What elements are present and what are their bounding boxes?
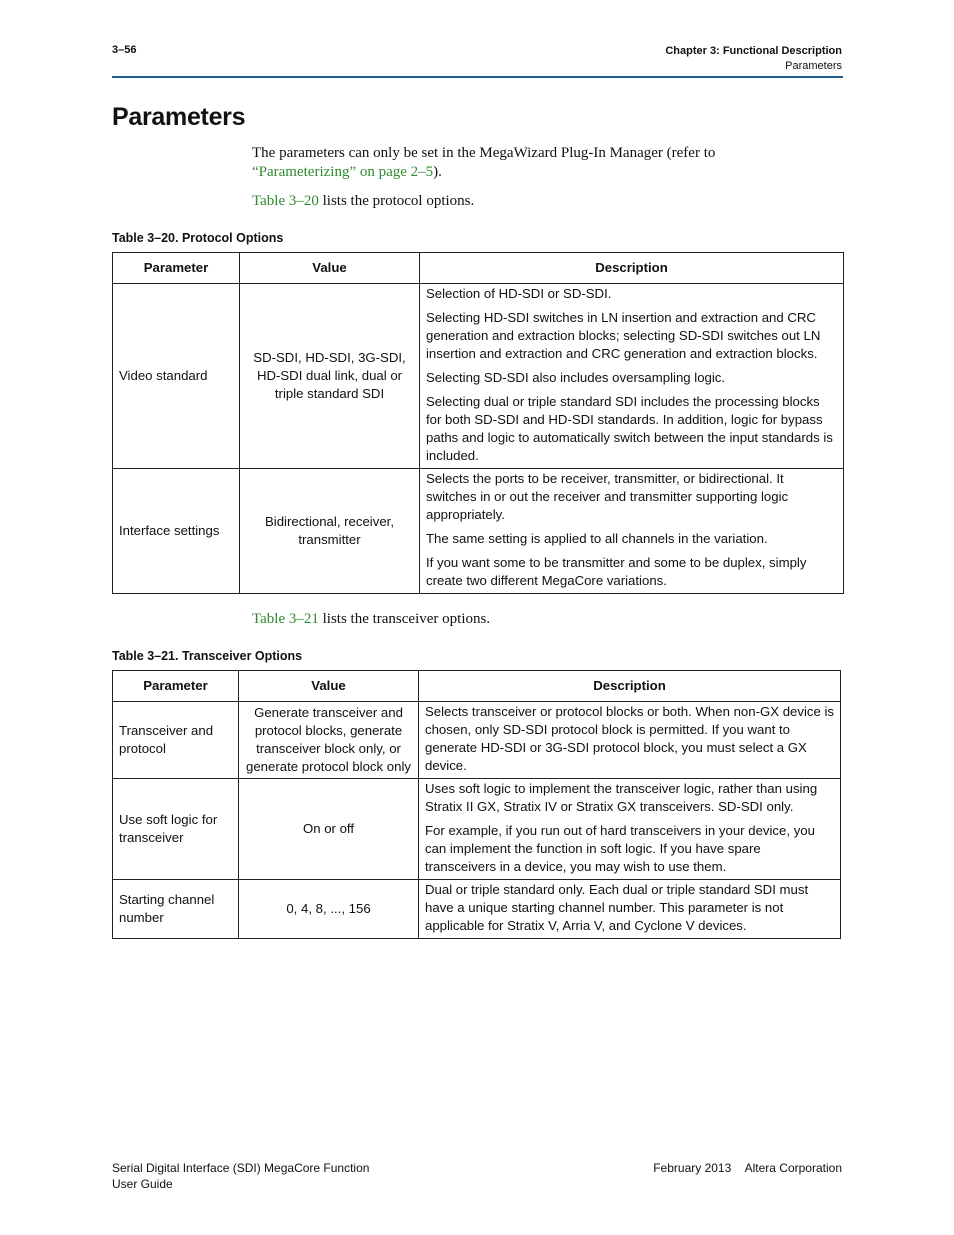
intro-paragraph	[252, 144, 812, 182]
table-ref-paragraph	[252, 192, 812, 211]
footer-date-company	[653, 1160, 842, 1176]
page-number: 3–56	[112, 44, 137, 56]
description-paragraph: Selecting SD-SDI also includes oversampling logic.	[426, 370, 726, 385]
table-ref-paragraph	[252, 610, 812, 629]
parameterizing-link[interactable]: “Parameterizing” on page 2–5	[252, 164, 434, 180]
description-cell	[420, 284, 844, 469]
doc-title: Serial Digital Interface (SDI) MegaCore Function	[112, 1161, 370, 1175]
description-paragraph: Uses soft logic to implement the transceiver logic, rather than using Stratix II GX, Stratix IV or Stratix GX transceivers. SD-SDI only.	[425, 781, 818, 814]
description-paragraph: For example, if you run out of hard transceivers in your device, you can implement the function in soft logic. If you have spare transceivers in a device, you may wish to use them.	[425, 823, 815, 874]
value-cell: Bidirectional, receiver, transmitter	[240, 469, 420, 594]
protocol-options-table	[112, 252, 844, 594]
parameter-cell: Starting channel number	[113, 880, 239, 939]
footer-document-title	[112, 1160, 369, 1192]
doc-subtitle: User Guide	[112, 1177, 173, 1191]
value-cell: 0, 4, 8, ..., 156	[239, 880, 419, 939]
description-paragraph: Selects the ports to be receiver, transmitter, or bidirectional. It switches in or out the receiver and transmitter supporting logic appropriately.	[426, 471, 789, 522]
footer-company: Altera Corporation	[744, 1161, 842, 1175]
parameter-cell: Use soft logic for transceiver	[113, 779, 239, 880]
table-caption: Table 3–20. Protocol Options	[112, 231, 284, 245]
column-header: Description	[419, 671, 841, 702]
transceiver-options-table	[112, 670, 841, 939]
description-paragraph: Selecting dual or triple standard SDI includes the processing blocks for both SD-SDI and HD-SDI standards. In addition, logic for bypass paths and logic to automatically switch between the input standards is included.	[426, 394, 833, 463]
description-paragraph: If you want some to be transmitter and some to be duplex, simply create two different MegaCore variations.	[426, 555, 807, 588]
table-row	[113, 702, 841, 779]
table-3-21-link[interactable]: Table 3–21	[252, 611, 319, 627]
table-row	[113, 880, 841, 939]
table-3-20-link[interactable]: Table 3–20	[252, 193, 319, 209]
table-caption: Table 3–21. Transceiver Options	[112, 649, 303, 663]
parameter-cell: Video standard	[113, 284, 240, 469]
column-header: Parameter	[113, 253, 240, 284]
table-row	[113, 284, 844, 469]
parameter-cell: Transceiver and protocol	[113, 702, 239, 779]
table-ref-text: lists the protocol options.	[318, 193, 475, 209]
description-paragraph: The same setting is applied to all channels in the variation.	[426, 531, 768, 546]
description-paragraph: Selects transceiver or protocol blocks or both. When non-GX device is chosen, only SD-SDI protocol block is permitted. If you want to generate HD-SDI or 3G-SDI protocol block, you must select a GX device.	[425, 704, 834, 773]
column-header: Description	[420, 253, 844, 284]
column-header: Value	[240, 253, 420, 284]
intro-text-end: ).	[433, 164, 442, 180]
description-cell	[419, 880, 841, 939]
description-paragraph: Selecting HD-SDI switches in LN insertion and extraction and CRC generation and extraction blocks; selecting SD-SDI switches out LN insertion and extraction and CRC generation and extraction blocks.	[426, 310, 821, 361]
column-header: Parameter	[113, 671, 239, 702]
footer-date: February 2013	[653, 1161, 732, 1175]
table-ref-text: lists the transceiver options.	[318, 611, 491, 627]
running-header	[665, 44, 842, 74]
description-cell	[419, 779, 841, 880]
column-header: Value	[239, 671, 419, 702]
intro-text: The parameters can only be set in the MegaWizard Plug-In Manager (refer to	[252, 145, 716, 161]
table-header-row	[113, 671, 841, 702]
chapter-title: Chapter 3: Functional Description	[665, 45, 842, 57]
header-rule	[112, 76, 843, 78]
description-cell	[420, 469, 844, 594]
parameter-cell: Interface settings	[113, 469, 240, 594]
value-cell: SD-SDI, HD-SDI, 3G-SDI, HD-SDI dual link, dual or triple standard SDI	[240, 284, 420, 469]
value-cell: On or off	[239, 779, 419, 880]
description-paragraph: Dual or triple standard only. Each dual or triple standard SDI must have a unique starting channel number. This parameter is not applicable for Stratix V, Arria V, and Cyclone V devices.	[425, 882, 809, 933]
description-cell	[419, 702, 841, 779]
table-row	[113, 779, 841, 880]
page-title: Parameters	[112, 103, 246, 131]
section-title: Parameters	[785, 60, 842, 72]
value-cell: Generate transceiver and protocol blocks, generate transceiver block only, or generate protocol block only	[239, 702, 419, 779]
description-paragraph: Selection of HD-SDI or SD-SDI.	[426, 286, 612, 301]
table-row	[113, 469, 844, 594]
table-header-row	[113, 253, 844, 284]
